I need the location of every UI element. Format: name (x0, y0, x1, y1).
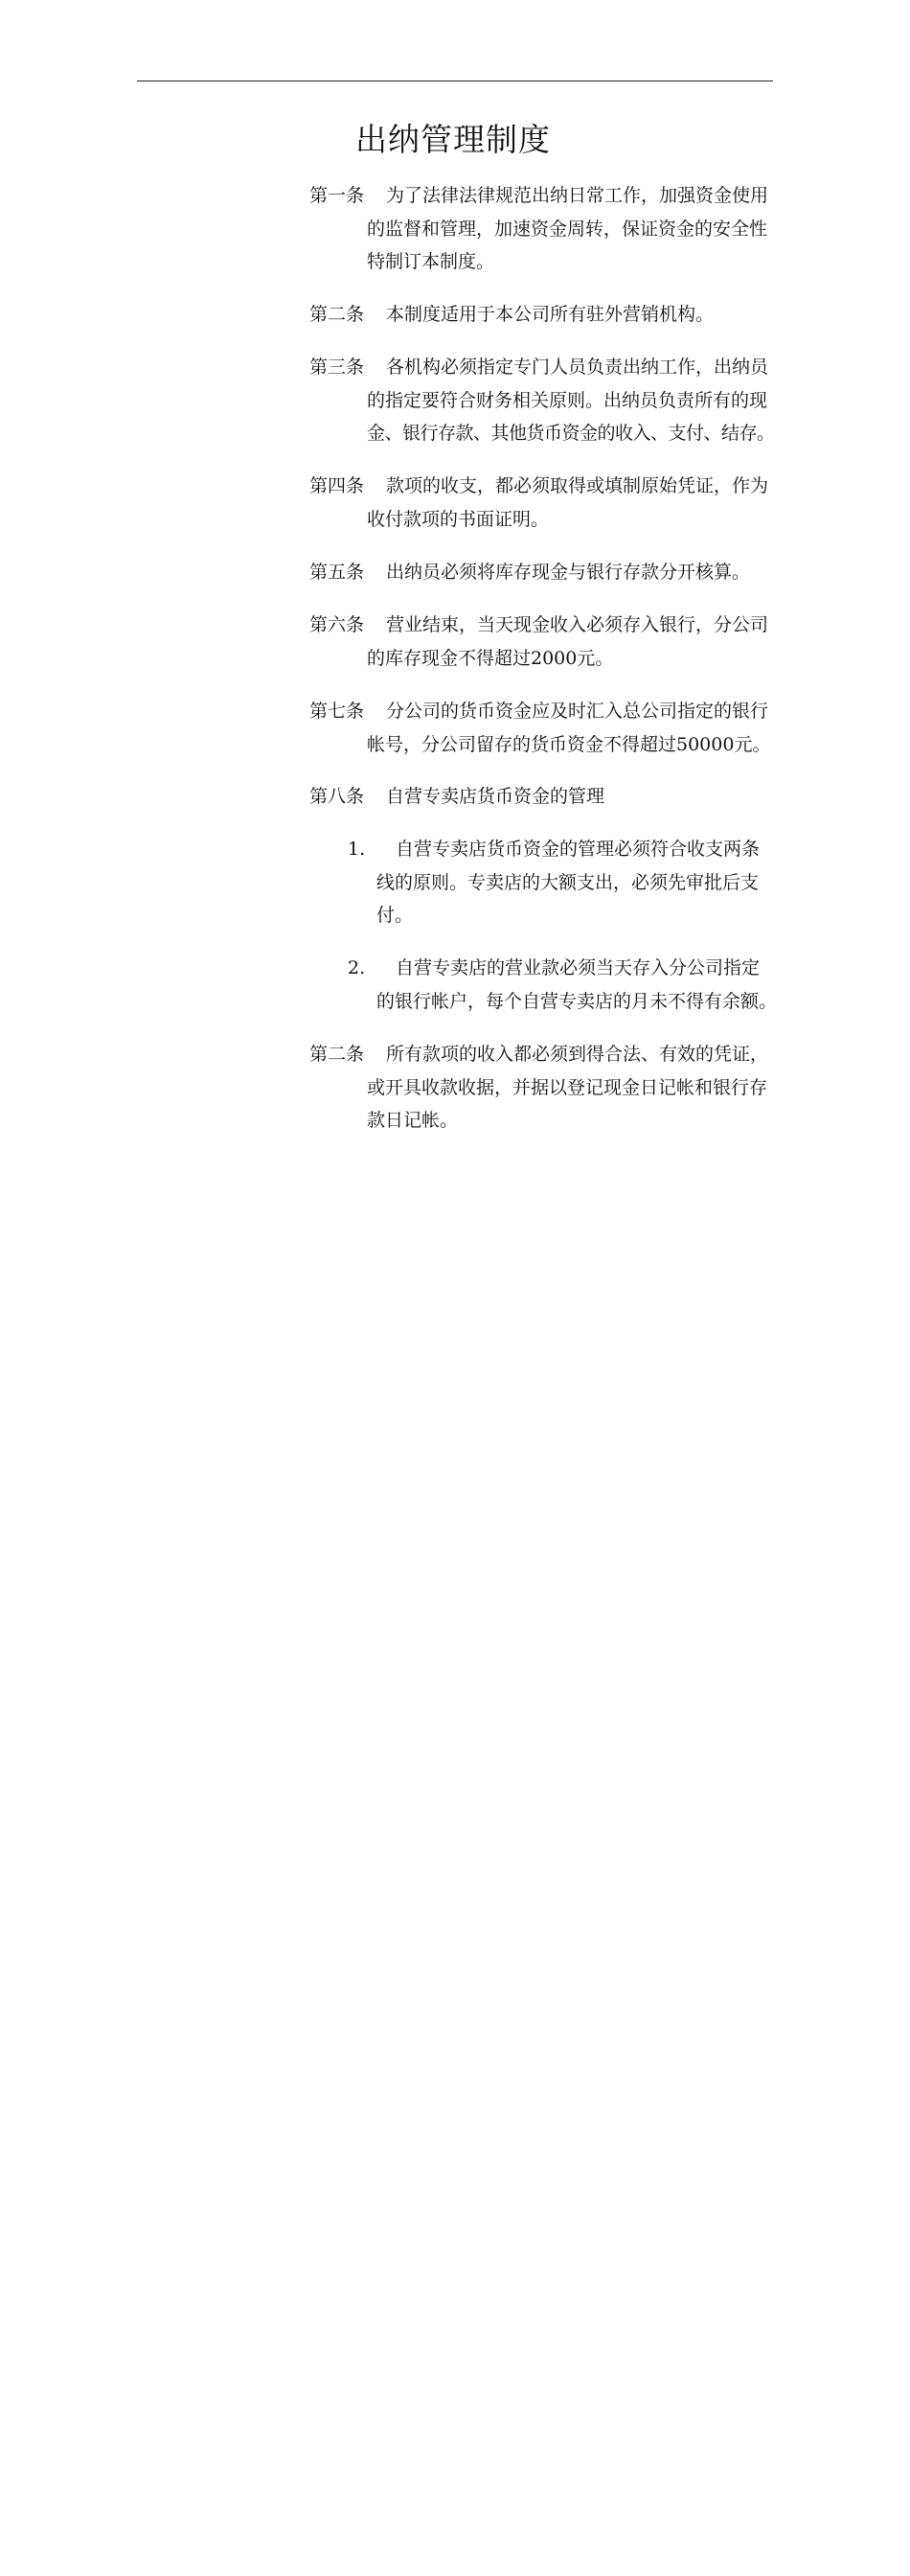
article-line: 收付款项的书面证明。 (367, 509, 550, 530)
article-label: 第八条 (309, 786, 365, 807)
article-line: 或开具收款收据，并据以登记现金日记帐和银行存 (367, 1077, 768, 1098)
article-line: 金、银行存款、其他货币资金的收入、支付、结存。 (367, 423, 775, 444)
article-line: 自营专卖店货币资金的管理 (386, 786, 605, 807)
article-line: 分公司的货币资金应及时汇入总公司指定的银行 (386, 701, 769, 722)
article-label: 第二条 (309, 1044, 365, 1065)
sub-item-line: 自营专卖店货币资金的管理必须符合收支两条 (396, 839, 761, 860)
article-line: 本制度适用于本公司所有驻外营销机构。 (386, 304, 715, 325)
article-label: 第六条 (309, 614, 365, 635)
article-line: 款项的收支，都必须取得或填制原始凭证，作为 (386, 475, 769, 496)
sub-item-line: 的银行帐户，每个自营专卖店的月未不得有余额。 (376, 991, 778, 1012)
article-line: 出纳员必须将库存现金与银行存款分开核算。 (386, 562, 751, 583)
article-label: 第七条 (309, 701, 365, 722)
sub-item-number: 1. (348, 839, 366, 860)
article-label: 第四条 (309, 475, 365, 496)
article-label: 第一条 (309, 185, 365, 206)
article-line: 特制订本制度。 (367, 251, 495, 272)
article-line: 的库存现金不得超过2000元。 (367, 648, 614, 669)
article-line: 各机构必须指定专门人员负责出纳工作，出纳员 (386, 356, 769, 378)
article-label: 第五条 (309, 562, 365, 583)
sub-item-line: 线的原则。专卖店的大额支出，必须先审批后支 (376, 872, 760, 893)
sub-item-number: 2. (348, 957, 366, 978)
sub-item-line: 自营专卖店的营业款必须当天存入分公司指定 (396, 957, 761, 978)
article-line: 所有款项的收入都必须到得合法、有效的凭证， (386, 1044, 769, 1065)
header-rule (137, 80, 773, 81)
article-line: 款日记帐。 (367, 1110, 459, 1131)
document-title: 出纳管理制度 (355, 121, 551, 158)
article-line: 的指定要符合财务相关原则。出纳员负责所有的现 (367, 390, 768, 411)
article-line: 为了法律法律规范出纳日常工作，加强资金使用 (386, 185, 769, 206)
article-line: 帐号，分公司留存的货币资金不得超过50000元。 (367, 734, 771, 755)
article-label: 第二条 (309, 304, 365, 325)
article-line: 的监督和管理，加速资金周转，保证资金的安全性 (367, 218, 768, 240)
article-label: 第三条 (309, 356, 365, 378)
sub-item-line: 付。 (376, 905, 414, 926)
article-line: 营业结束，当天现金收入必须存入银行，分公司 (386, 614, 769, 635)
